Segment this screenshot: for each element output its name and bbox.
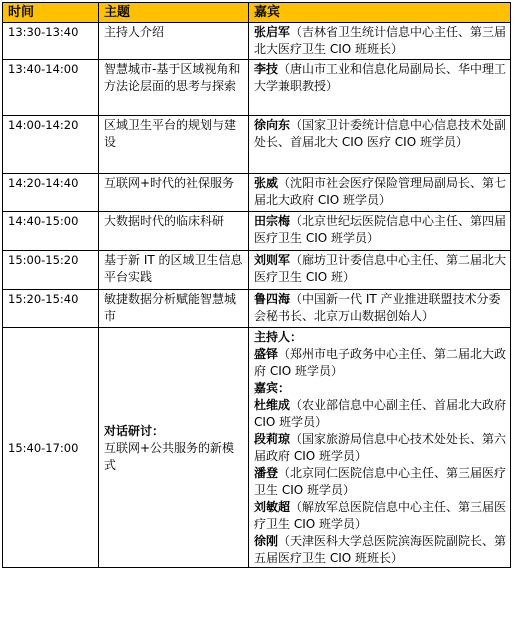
- guest-entry: [254, 533, 507, 567]
- time-cell: 15:40-17:00: [3, 328, 99, 568]
- table-row: [3, 60, 511, 116]
- guests-label: 嘉宾：: [254, 381, 291, 395]
- guest-name: 鲁四海: [254, 292, 291, 306]
- dialogue-subtitle: 互联网+公共服务的新模式: [104, 440, 235, 472]
- time-cell: 13:30-13:40: [3, 23, 99, 60]
- time-cell: 15:00-15:20: [3, 251, 99, 290]
- topic-cell: 互联网+时代的社保服务: [99, 174, 249, 212]
- guest-name: 盛铎: [254, 347, 279, 361]
- guest-name: 潘登: [254, 466, 279, 480]
- topic-cell: 智慧城市-基于区域视角和方法论层面的思考与探索: [99, 60, 249, 116]
- guest-entry: [254, 397, 507, 431]
- guest-desc: （唐山市工业和信息化局副局长、华中理工大学兼职教授）: [254, 62, 507, 93]
- header-topic: 主题: [99, 3, 249, 23]
- guest-desc: （北京世纪坛医院信息中心主任、第四届医疗卫生 CIO 班学员）: [254, 214, 507, 245]
- schedule-table: [2, 2, 511, 568]
- guest-name: 张威: [254, 176, 279, 190]
- guest-desc: （沈阳市社会医疗保险管理局副局长、第七届北大政府 CIO 班学员）: [254, 176, 507, 207]
- table-row: [3, 174, 511, 212]
- time-cell: 14:20-14:40: [3, 174, 99, 212]
- guest-desc: （郑州市电子政务中心主任、第二届北大政府 CIO 班学员）: [254, 347, 507, 378]
- guest-cell: [249, 251, 511, 290]
- host-entry: [254, 346, 507, 380]
- guest-desc: （天津医科大学总医院滨海医院副院长、第五届医疗卫生 CIO 班班长）: [254, 534, 507, 565]
- table-row: [3, 116, 511, 174]
- header-time: 时间: [3, 3, 99, 23]
- guest-cell: [249, 328, 511, 568]
- guest-cell: [249, 174, 511, 212]
- guest-name: 徐刚: [254, 534, 279, 548]
- guest-name: 田宗梅: [254, 214, 291, 228]
- header-guest: 嘉宾: [249, 3, 511, 23]
- dialogue-title: 对话研讨：: [104, 423, 165, 438]
- table-row: [3, 290, 511, 328]
- guest-desc: （国家旅游局信息中心技术处处长、第六届政府 CIO 班学员）: [254, 432, 507, 463]
- guest-name: 刘敏超: [254, 500, 291, 514]
- topic-cell: [99, 328, 249, 568]
- time-cell: 13:40-14:00: [3, 60, 99, 116]
- guest-desc: （廊坊卫计委信息中心主任、第二届北大医疗卫生 CIO 班）: [254, 253, 507, 284]
- guest-entry: [254, 465, 507, 499]
- guest-name: 张启军: [254, 25, 291, 39]
- guest-desc: （农业部信息中心副主任、首届北大政府 CIO 班学员）: [254, 398, 507, 429]
- guest-name: 李技: [254, 62, 279, 76]
- table-row: [3, 212, 511, 251]
- guest-name: 段莉琼: [254, 432, 291, 446]
- guest-cell: [249, 116, 511, 174]
- guest-desc: （北京同仁医院信息中心主任、第三届医疗卫生 CIO 班学员）: [254, 466, 507, 497]
- topic-cell: 主持人介绍: [99, 23, 249, 60]
- guest-name: 杜维成: [254, 398, 291, 412]
- guest-entry: [254, 431, 507, 465]
- table-row: [3, 23, 511, 60]
- guest-desc: （中国新一代 IT 产业推进联盟技术分委会秘书长、北京万山数据创始人）: [254, 292, 501, 323]
- guest-entry: [254, 499, 507, 533]
- time-cell: 14:00-14:20: [3, 116, 99, 174]
- topic-cell: 敏捷数据分析赋能智慧城市: [99, 290, 249, 328]
- topic-cell: 区域卫生平台的规划与建设: [99, 116, 249, 174]
- guest-cell: [249, 23, 511, 60]
- time-cell: 15:20-15:40: [3, 290, 99, 328]
- guest-cell: [249, 212, 511, 251]
- guest-cell: [249, 60, 511, 116]
- time-cell: 14:40-15:00: [3, 212, 99, 251]
- guest-name: 徐向东: [254, 118, 291, 132]
- guest-desc: （国家卫计委统计信息中心信息技术处副处长、首届北大 CIO 医疗 CIO 班学员）: [254, 118, 507, 149]
- table-row: [3, 251, 511, 290]
- guest-desc: （吉林省卫生统计信息中心主任、第三届北大医疗卫生 CIO 班班长）: [254, 25, 507, 56]
- topic-cell: 大数据时代的临床科研: [99, 212, 249, 251]
- guest-name: 刘则军: [254, 253, 291, 267]
- guest-cell: [249, 290, 511, 328]
- host-label: 主持人：: [254, 330, 303, 344]
- guest-desc: （解放军总医院信息中心主任、第三届医疗卫生 CIO 班学员）: [254, 500, 507, 531]
- topic-cell: 基于新 IT 的区域卫生信息平台实践: [99, 251, 249, 290]
- header-row: [3, 3, 511, 23]
- dialogue-row: [3, 328, 511, 568]
